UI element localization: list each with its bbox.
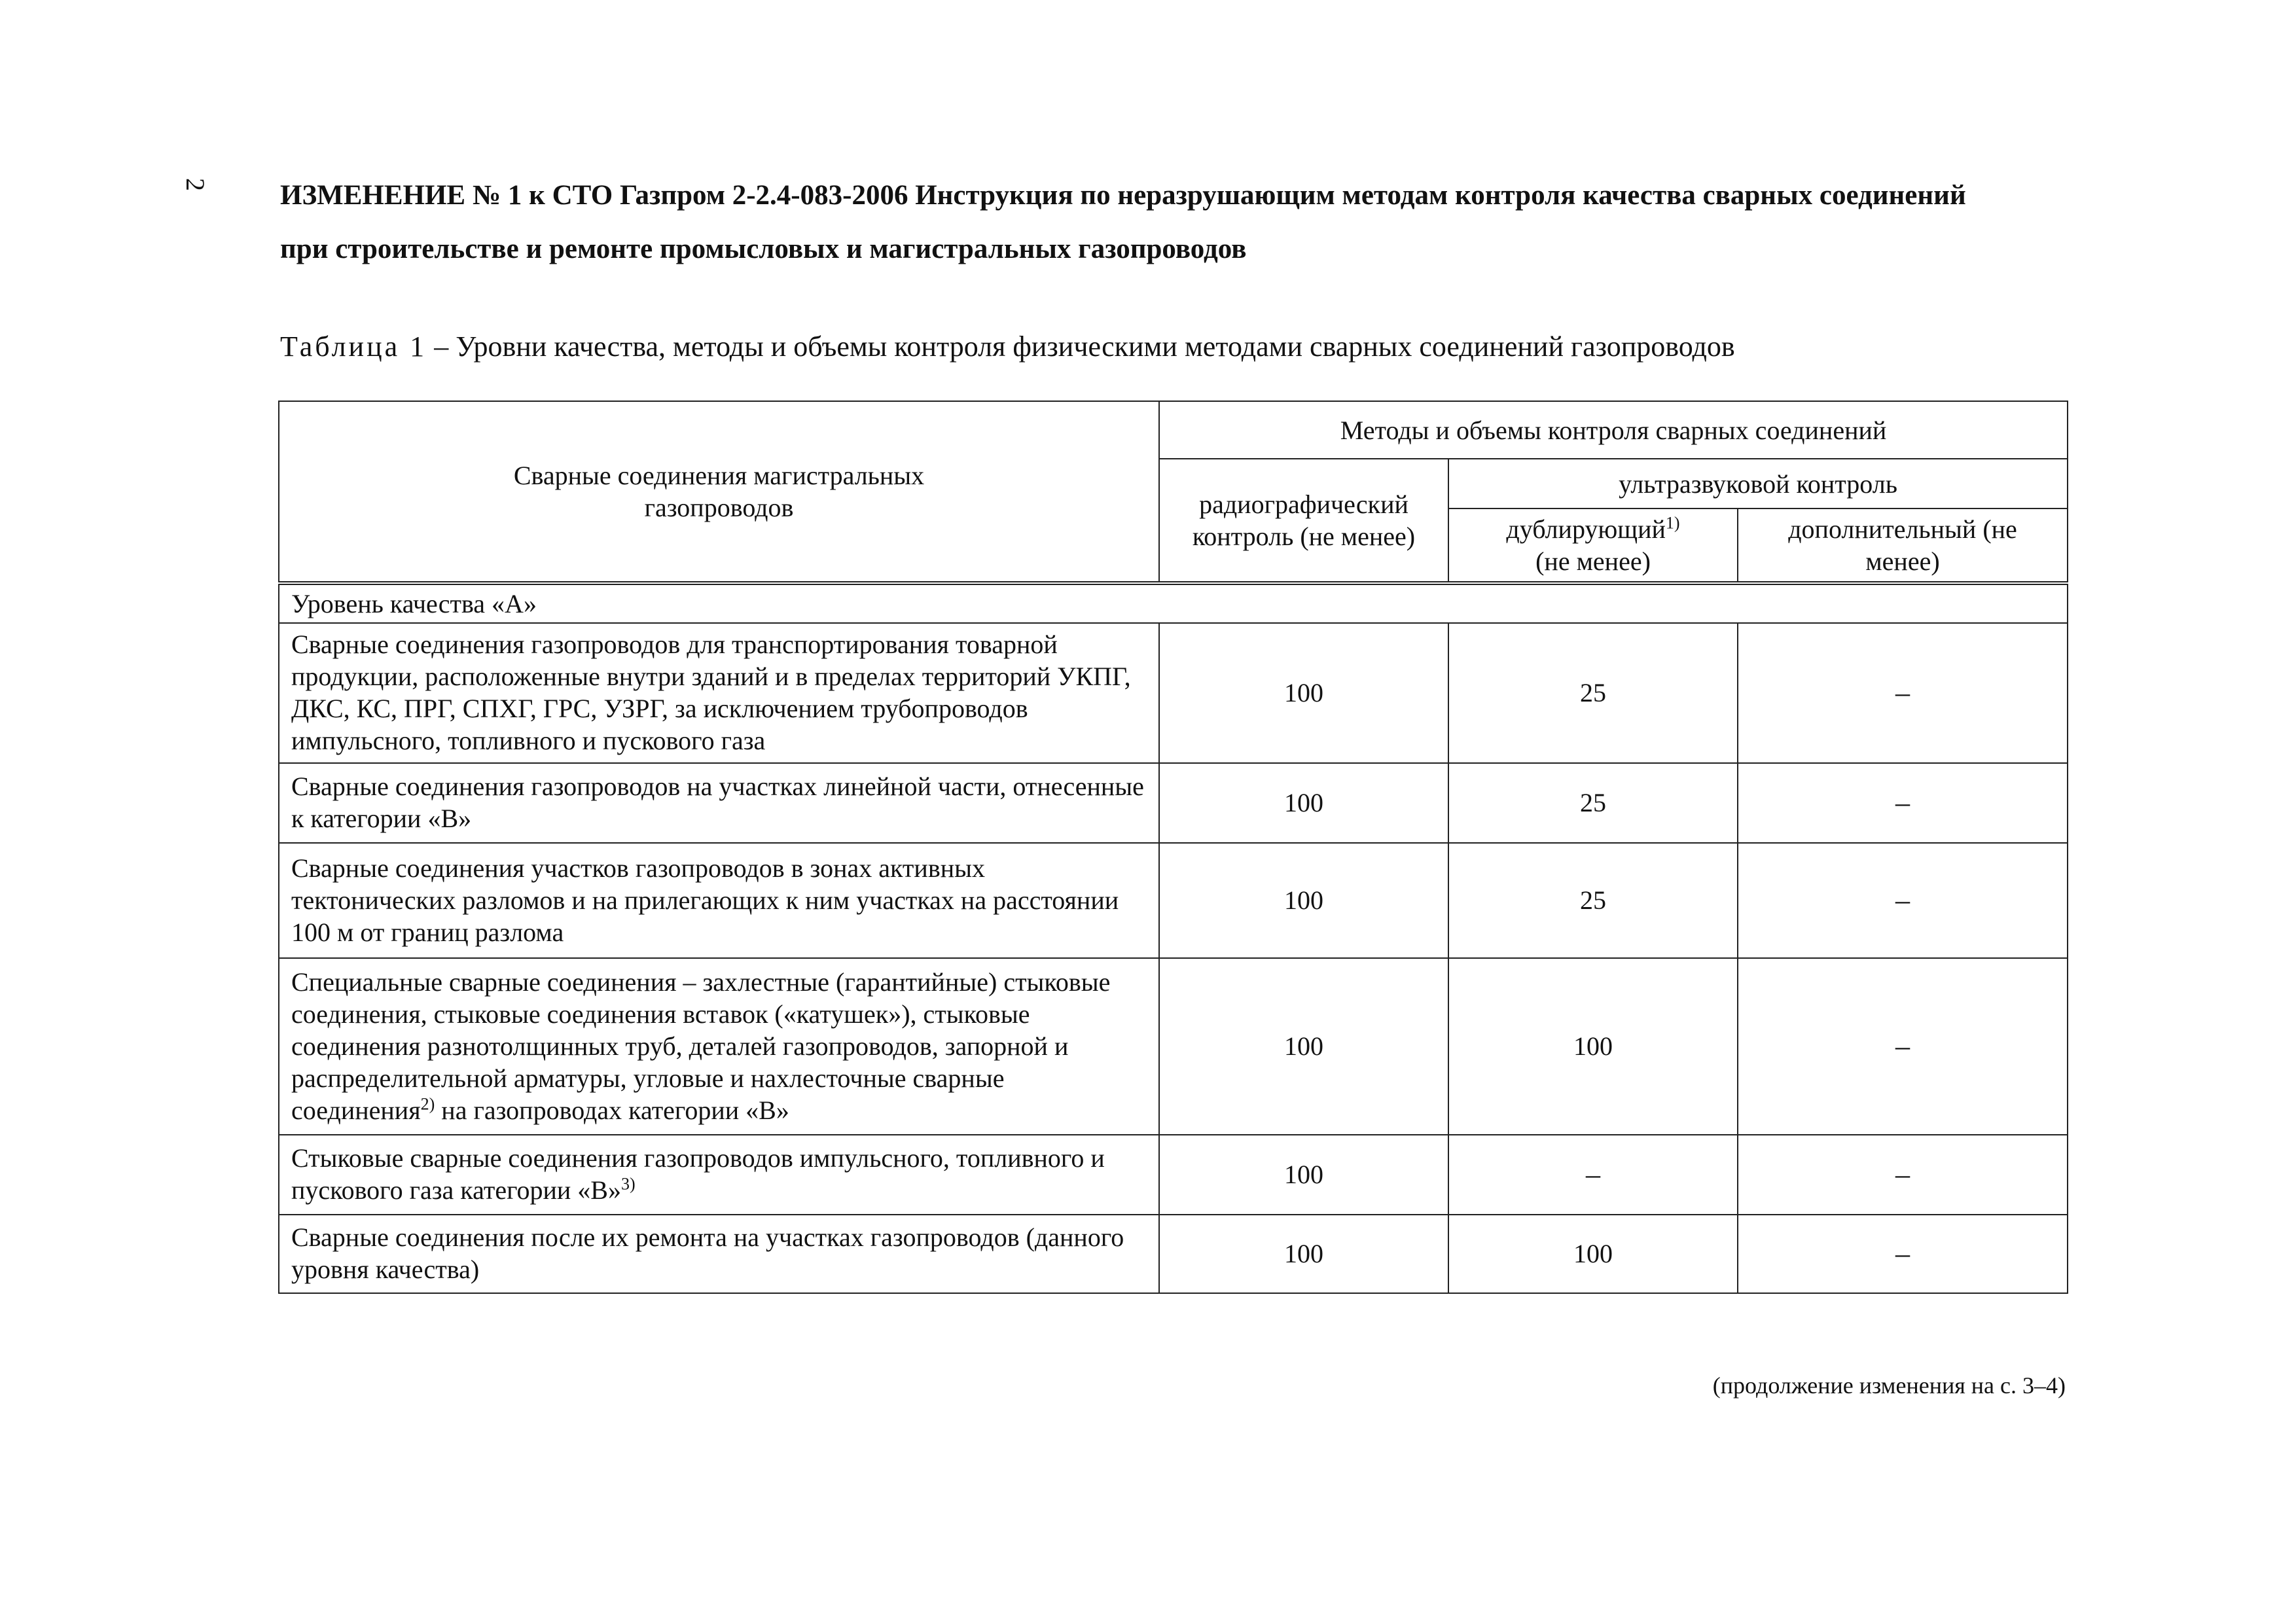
row-radiographic-value: 100 [1159,1135,1448,1215]
header-radiographic: радиографический контроль (не менее) [1159,459,1448,583]
table-caption-text: – Уровни качества, методы и объемы контроля физическими методами сварных соединений газопроводов [427,330,1735,363]
row-joint-description-tail: на газопроводах категории «В» [435,1095,789,1125]
row-joint-description: Сварные соединения газопроводов на участках линейной части, отнесенные к категории «В» [279,763,1159,843]
row-joint-description [279,1135,1159,1215]
quality-level-row [279,583,2068,623]
row-joint-description: Сварные соединения газопроводов для транспортирования товарной продукции, расположенные внутри зданий и в пределах территорий УКПГ, ДКС, КС, ПРГ, СПХГ, ГРС, УЗРГ, за исключением трубопроводов импульсного, топливного и пускового газа [279,623,1159,763]
document-heading [280,169,2067,276]
header-additional: дополнительный (не менее) [1738,508,2068,583]
header-ultrasonic: ультразвуковой контроль [1448,459,2068,508]
row-additional-value: – [1738,1215,2068,1293]
table-row [279,958,2068,1135]
row-joint-description [279,958,1159,1135]
row-additional-value: – [1738,623,2068,763]
table-row [279,843,2068,958]
row-radiographic-value: 100 [1159,623,1448,763]
row-duplicating-value: 100 [1448,958,1738,1135]
table-caption-label: Таблица 1 [280,330,427,363]
footnote-1-marker: 1) [1665,513,1680,533]
row-duplicating-value: 25 [1448,843,1738,958]
row-additional-value: – [1738,958,2068,1135]
header-duplicating-sub: (не менее) [1535,546,1651,576]
row-radiographic-value: 100 [1159,958,1448,1135]
continuation-note: (продолжение изменения на с. 3–4) [1712,1372,2066,1399]
quality-level-label: Уровень качества «А» [279,583,2068,623]
footnote-2-marker: 2) [420,1094,435,1114]
row-radiographic-value: 100 [1159,763,1448,843]
row-joint-description: Сварные соединения после их ремонта на участках газопроводов (данного уровня качества) [279,1215,1159,1293]
row-duplicating-value: 25 [1448,623,1738,763]
row-duplicating-value: 100 [1448,1215,1738,1293]
quality-levels-table [278,401,2068,1294]
table-caption [280,329,1735,365]
row-duplicating-value: 25 [1448,763,1738,843]
header-duplicating-label: дублирующий [1506,514,1666,544]
row-radiographic-value: 100 [1159,843,1448,958]
row-additional-value: – [1738,843,2068,958]
row-additional-value: – [1738,1135,2068,1215]
table-header-row-1 [279,401,2068,459]
row-joint-description-text: Стыковые сварные соединения газопроводов импульсного, топливного и пускового газа категории «В» [291,1143,1105,1205]
header-duplicating [1448,508,1738,583]
heading-line-1: ИЗМЕНЕНИЕ № 1 к СТО Газпром 2-2.4-083-2006 Инструкция по неразрушающим методам контроля качества сварных соединений [280,180,1966,211]
table-row [279,623,2068,763]
row-duplicating-value: – [1448,1135,1738,1215]
row-joint-description-text: Специальные сварные соединения – захлестные (гарантийные) стыковые соединения, стыковые соединения вставок («катушек»), стыковые соединения разнотолщинных труб, деталей газопроводов, запорной и распределительной арматуры, угловые и нахлесточные сварные соединения [291,967,1111,1125]
row-additional-value: – [1738,763,2068,843]
table-row [279,763,2068,843]
table-row [279,1215,2068,1293]
row-radiographic-value: 100 [1159,1215,1448,1293]
header-welded-joints: Сварные соединения магистральных газопроводов [279,401,1159,583]
footnote-3-marker: 3) [620,1174,636,1194]
row-joint-description: Сварные соединения участков газопроводов в зонах активных тектонических разломов и на прилегающих к ним участках на расстоянии 100 м от границ разлома [279,843,1159,958]
header-control-methods: Методы и объемы контроля сварных соединений [1159,401,2068,459]
table-row [279,1135,2068,1215]
heading-line-2: при строительстве и ремонте промысловых и магистральных газопроводов [280,234,1247,264]
page-number: 2 [181,178,210,191]
